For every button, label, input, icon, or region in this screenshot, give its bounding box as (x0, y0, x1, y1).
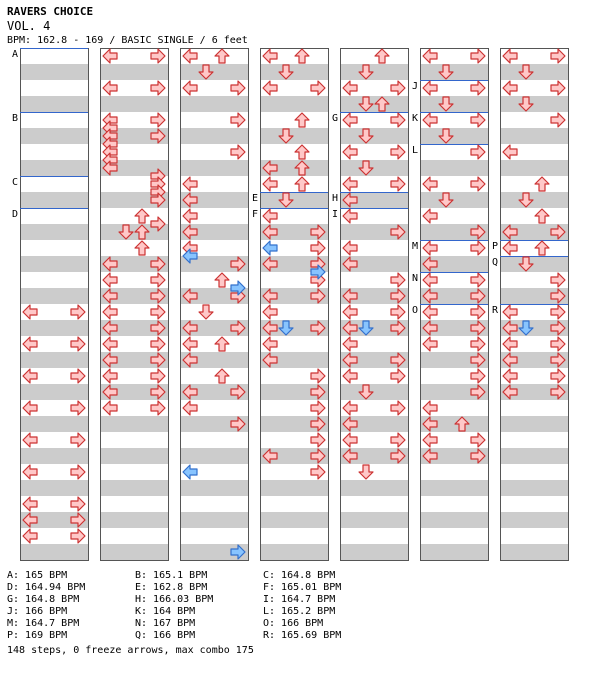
left-arrow-icon (23, 369, 37, 383)
left-arrow-icon (423, 305, 437, 319)
left-arrow-icon (103, 81, 117, 95)
beat-stripe (100, 416, 168, 432)
beat-stripe (420, 64, 488, 80)
bpm-legend-item: I: 164.7 BPM (263, 594, 336, 605)
left-arrow-icon (423, 49, 437, 63)
up-arrow-icon (215, 273, 229, 287)
bpm-legend-item: D: 164.94 BPM (7, 582, 86, 593)
left-arrow-icon (263, 305, 277, 319)
bpm-legend-item: L: 165.2 BPM (263, 606, 336, 617)
beat-stripe (500, 256, 568, 272)
left-arrow-icon (503, 49, 517, 63)
beat-stripe (420, 480, 488, 496)
right-arrow-icon (471, 241, 485, 255)
left-arrow-icon (103, 369, 117, 383)
left-arrow-icon (423, 337, 437, 351)
left-arrow-icon (23, 401, 37, 415)
left-arrow-icon (423, 241, 437, 255)
left-arrow-icon (343, 209, 357, 223)
left-arrow-icon (183, 49, 197, 63)
up-arrow-icon (295, 145, 309, 159)
down-arrow-icon (199, 305, 213, 319)
beat-stripe (420, 160, 488, 176)
beat-stripe (180, 448, 248, 464)
right-arrow-icon (311, 465, 325, 479)
bpm-legend-item: R: 165.69 BPM (263, 630, 342, 641)
left-arrow-icon (103, 273, 117, 287)
left-arrow-icon (23, 465, 37, 479)
beat-stripe (20, 480, 88, 496)
bpm-change-label: F (252, 209, 259, 220)
bpm-legend-item: E: 162.8 BPM (135, 582, 208, 593)
left-arrow-icon (343, 305, 357, 319)
bpm-legend-item: K: 164 BPM (135, 606, 196, 617)
right-arrow-icon (311, 433, 325, 447)
beat-stripe (500, 192, 568, 208)
volume-label: VOL. 4 (7, 19, 51, 33)
left-arrow-icon (263, 241, 277, 255)
right-arrow-icon (551, 81, 565, 95)
left-arrow-icon (343, 369, 357, 383)
left-arrow-icon (423, 177, 437, 191)
beat-stripe (20, 544, 88, 560)
right-arrow-icon (231, 145, 245, 159)
right-arrow-icon (151, 305, 165, 319)
bpm-legend-item: H: 166.03 BPM (135, 594, 214, 605)
bpm-legend-item: M: 164.7 BPM (7, 618, 80, 629)
beat-stripe (500, 96, 568, 112)
bpm-change-label: O (412, 305, 419, 316)
right-arrow-icon (391, 305, 405, 319)
beat-stripe (20, 320, 88, 336)
left-arrow-icon (103, 305, 117, 319)
right-arrow-icon (471, 433, 485, 447)
right-arrow-icon (471, 113, 485, 127)
beat-stripe (500, 448, 568, 464)
bpm-change-label: C (12, 177, 19, 188)
bpm-legend-item: N: 167 BPM (135, 618, 196, 629)
bpm-change-label: P (492, 241, 499, 252)
right-arrow-icon (231, 113, 245, 127)
bpm-change-label: D (12, 209, 19, 220)
right-arrow-icon (151, 337, 165, 351)
beat-stripe (500, 544, 568, 560)
left-arrow-icon (103, 401, 117, 415)
up-arrow-icon (215, 49, 229, 63)
left-arrow-icon (103, 337, 117, 351)
step-summary: 148 steps, 0 freeze arrows, max combo 175 (7, 645, 254, 656)
beat-stripe (420, 544, 488, 560)
up-arrow-icon (535, 177, 549, 191)
bpm-legend-item: P: 169 BPM (7, 630, 68, 641)
beat-stripe (20, 96, 88, 112)
right-arrow-icon (471, 305, 485, 319)
right-arrow-icon (231, 81, 245, 95)
left-arrow-icon (343, 113, 357, 127)
beat-stripe (180, 480, 248, 496)
up-arrow-icon (295, 113, 309, 127)
left-arrow-icon (343, 145, 357, 159)
left-arrow-icon (423, 433, 437, 447)
left-arrow-icon (23, 497, 37, 511)
bpm-change-label: B (12, 113, 19, 124)
song-title: RAVERS CHOICE (7, 5, 94, 18)
right-arrow-icon (391, 145, 405, 159)
bpm-change-label: I (332, 209, 339, 220)
beat-stripe (180, 128, 248, 144)
beat-stripe (500, 416, 568, 432)
right-arrow-icon (391, 433, 405, 447)
right-arrow-icon (151, 273, 165, 287)
right-arrow-icon (391, 369, 405, 383)
beat-stripe (340, 544, 408, 560)
right-arrow-icon (391, 177, 405, 191)
bpm-change-label: G (332, 113, 339, 124)
right-arrow-icon (151, 81, 165, 95)
beat-stripe (340, 64, 408, 80)
beat-stripe (340, 384, 408, 400)
right-arrow-icon (71, 433, 85, 447)
left-arrow-icon (503, 337, 517, 351)
beat-stripe (20, 128, 88, 144)
left-arrow-icon (423, 273, 437, 287)
up-arrow-icon (135, 209, 149, 223)
left-arrow-icon (183, 401, 197, 415)
bpm-change-label: Q (492, 257, 499, 268)
left-arrow-icon (263, 81, 277, 95)
beat-stripe (260, 64, 328, 80)
beat-stripe (20, 224, 88, 240)
right-arrow-icon (551, 273, 565, 287)
left-arrow-icon (423, 81, 437, 95)
left-arrow-icon (503, 369, 517, 383)
right-arrow-icon (71, 497, 85, 511)
right-arrow-icon (471, 49, 485, 63)
beat-stripe (20, 256, 88, 272)
left-arrow-icon (503, 81, 517, 95)
beat-stripe (260, 480, 328, 496)
right-arrow-icon (71, 369, 85, 383)
beat-stripe (100, 96, 168, 112)
right-arrow-icon (71, 465, 85, 479)
right-arrow-icon (311, 401, 325, 415)
bpm-legend-item: C: 164.8 BPM (263, 570, 336, 581)
beat-stripe (260, 128, 328, 144)
beat-stripe (20, 384, 88, 400)
beat-stripe (260, 192, 328, 208)
right-arrow-icon (551, 305, 565, 319)
beat-stripe (100, 480, 168, 496)
bpm-change-label: N (412, 273, 419, 284)
right-arrow-icon (471, 81, 485, 95)
right-arrow-icon (391, 113, 405, 127)
beat-stripe (20, 288, 88, 304)
right-arrow-icon (471, 337, 485, 351)
right-arrow-icon (311, 369, 325, 383)
right-arrow-icon (71, 305, 85, 319)
beat-stripe (20, 416, 88, 432)
beat-stripe (260, 544, 328, 560)
down-arrow-icon (359, 465, 373, 479)
up-arrow-icon (375, 49, 389, 63)
beat-stripe (500, 128, 568, 144)
left-arrow-icon (423, 401, 437, 415)
left-arrow-icon (263, 337, 277, 351)
bpm-legend-item: Q: 166 BPM (135, 630, 196, 641)
bpm-change-label: H (332, 193, 339, 204)
right-arrow-icon (551, 337, 565, 351)
beat-stripe (100, 64, 168, 80)
left-arrow-icon (23, 337, 37, 351)
left-arrow-icon (263, 177, 277, 191)
right-arrow-icon (151, 369, 165, 383)
up-arrow-icon (135, 241, 149, 255)
left-arrow-icon (423, 209, 437, 223)
beat-stripe (500, 64, 568, 80)
right-arrow-icon (71, 529, 85, 543)
right-arrow-icon (471, 145, 485, 159)
left-arrow-icon (263, 209, 277, 223)
beat-stripe (180, 96, 248, 112)
right-arrow-icon (151, 113, 165, 127)
beat-stripe (20, 160, 88, 176)
up-arrow-icon (535, 241, 549, 255)
left-arrow-icon (183, 465, 197, 479)
beat-stripe (340, 480, 408, 496)
left-arrow-icon (343, 401, 357, 415)
bpm-legend-item: F: 165.01 BPM (263, 582, 342, 593)
right-arrow-icon (391, 81, 405, 95)
beat-stripe (20, 352, 88, 368)
beat-stripe (180, 160, 248, 176)
beat-stripe (500, 160, 568, 176)
beat-stripe (420, 128, 488, 144)
bpm-change-label: K (412, 113, 419, 124)
right-arrow-icon (391, 273, 405, 287)
right-arrow-icon (551, 113, 565, 127)
bpm-change-label: A (12, 49, 19, 60)
right-arrow-icon (71, 337, 85, 351)
right-arrow-icon (311, 241, 325, 255)
bpm-change-label: J (412, 81, 419, 92)
up-arrow-icon (535, 209, 549, 223)
beat-stripe (180, 512, 248, 528)
bpm-change-label: M (412, 241, 419, 252)
left-arrow-icon (23, 305, 37, 319)
left-arrow-icon (423, 113, 437, 127)
up-arrow-icon (215, 337, 229, 351)
beat-stripe (340, 512, 408, 528)
right-arrow-icon (551, 49, 565, 63)
chart-info: BPM: 162.8 - 169 / BASIC SINGLE / 6 feet (7, 35, 248, 46)
left-arrow-icon (343, 337, 357, 351)
beat-stripe (500, 480, 568, 496)
left-arrow-icon (183, 337, 197, 351)
beat-stripe (420, 96, 488, 112)
beat-stripe (340, 96, 408, 112)
left-arrow-icon (343, 433, 357, 447)
left-arrow-icon (183, 81, 197, 95)
beat-stripe (20, 64, 88, 80)
left-arrow-icon (343, 177, 357, 191)
right-arrow-icon (311, 81, 325, 95)
beat-stripe (260, 96, 328, 112)
bpm-legend-item: A: 165 BPM (7, 570, 68, 581)
bpm-change-label: E (252, 193, 259, 204)
right-arrow-icon (471, 177, 485, 191)
left-arrow-icon (103, 49, 117, 63)
up-arrow-icon (295, 177, 309, 191)
beat-stripe (180, 64, 248, 80)
beat-stripe (500, 512, 568, 528)
right-arrow-icon (391, 401, 405, 415)
right-arrow-icon (71, 401, 85, 415)
up-arrow-icon (215, 369, 229, 383)
beat-stripe (100, 448, 168, 464)
beat-stripe (20, 192, 88, 208)
bpm-legend-item: J: 166 BPM (7, 606, 68, 617)
beat-stripe (20, 448, 88, 464)
right-arrow-icon (471, 273, 485, 287)
right-arrow-icon (471, 369, 485, 383)
left-arrow-icon (23, 529, 37, 543)
left-arrow-icon (503, 305, 517, 319)
left-arrow-icon (23, 433, 37, 447)
beat-stripe (260, 512, 328, 528)
bpm-legend-item: G: 164.8 BPM (7, 594, 80, 605)
up-arrow-icon (295, 49, 309, 63)
beat-stripe (100, 544, 168, 560)
bpm-change-label: L (412, 145, 419, 156)
bpm-legend-item: O: 166 BPM (263, 618, 324, 629)
beat-stripe (340, 128, 408, 144)
beat-stripe (420, 192, 488, 208)
left-arrow-icon (183, 177, 197, 191)
right-arrow-icon (151, 401, 165, 415)
left-arrow-icon (343, 81, 357, 95)
left-arrow-icon (183, 209, 197, 223)
left-arrow-icon (503, 145, 517, 159)
bpm-change-label: R (492, 305, 499, 316)
beat-stripe (340, 160, 408, 176)
left-arrow-icon (263, 49, 277, 63)
beat-stripe (420, 512, 488, 528)
beat-stripe (100, 512, 168, 528)
right-arrow-icon (551, 369, 565, 383)
left-arrow-icon (503, 241, 517, 255)
bpm-legend-item: B: 165.1 BPM (135, 570, 208, 581)
right-arrow-icon (151, 49, 165, 63)
left-arrow-icon (343, 241, 357, 255)
